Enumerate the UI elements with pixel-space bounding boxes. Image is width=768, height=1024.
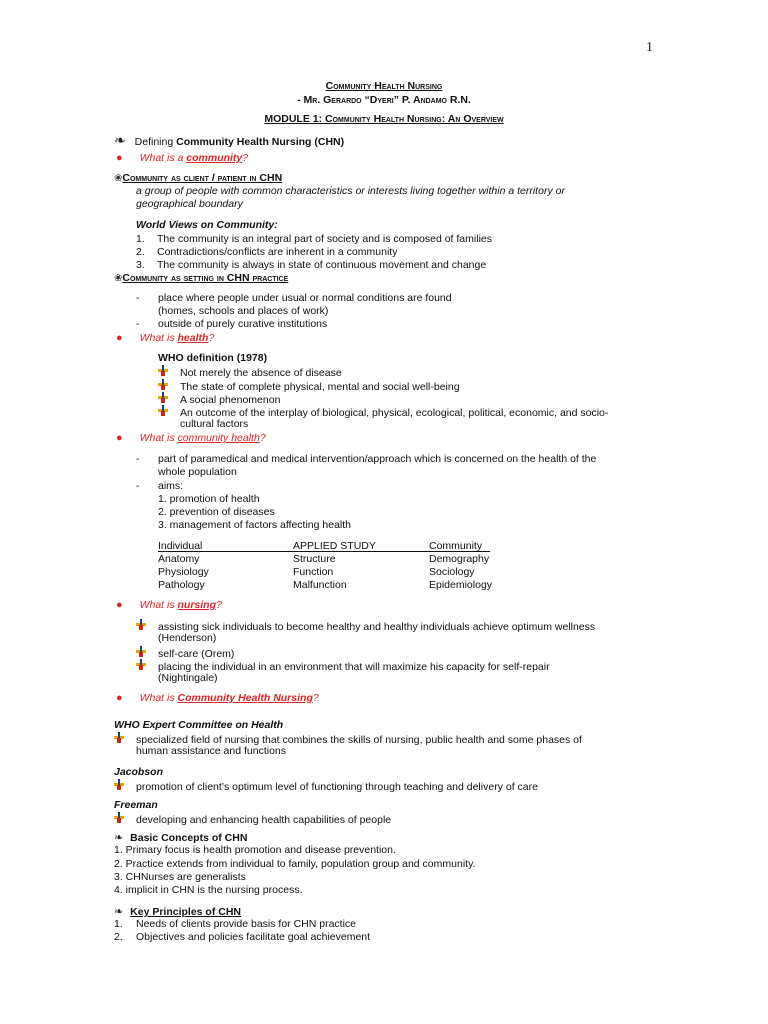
key-text-2: Objectives and policies facilitate goal achievement — [136, 931, 371, 943]
section-defining-bold: Community Health Nursing (CHN) — [176, 136, 345, 148]
key-num-2: 2. — [114, 931, 123, 943]
who-expert-1a: specialized field of nursing that combines the skills of nursing, public health and some phases of — [136, 734, 582, 746]
q-nursing-a: What is — [139, 599, 178, 611]
ch-aim-1: 1. promotion of health — [158, 493, 260, 505]
key-heading: Key Principles of CHN — [130, 906, 242, 918]
bullet-dot-icon: ● — [116, 152, 123, 164]
basic-2: 2. Practice extends from individual to family, population group and community. — [114, 858, 476, 870]
wv-num-3: 3. — [136, 259, 145, 271]
ch-aim-3: 3. management of factors affecting health — [158, 519, 352, 531]
ribbon-bullet-icon — [136, 646, 146, 657]
q-ch-c: ? — [259, 432, 266, 444]
who-expert-heading: WHO Expert Committee on Health — [114, 719, 284, 731]
q-nursing-b: nursing — [177, 599, 217, 611]
basic-1: 1. Primary focus is health promotion and disease prevention. — [114, 844, 396, 856]
client-def-line2: geographical boundary — [136, 198, 243, 210]
setting-heading-row — [114, 272, 288, 285]
who-item-text-3: A social phenomenon — [180, 394, 281, 406]
curl-ornament-icon: ❧ — [114, 905, 124, 918]
key-heading-row — [114, 905, 241, 919]
section-defining — [114, 135, 344, 149]
who-definition-heading: WHO definition (1978) — [158, 352, 268, 364]
q-ch-a: What is — [139, 432, 178, 444]
ribbon-bullet-icon — [114, 812, 124, 823]
flower-bullet-icon: ❀ — [114, 273, 123, 284]
table-header-applied-study: APPLIED STUDY — [293, 540, 376, 552]
key-2 — [114, 931, 371, 944]
document-title: Community Health Nursing — [325, 80, 443, 92]
setting-heading: Community as setting in CHN practice — [122, 272, 289, 284]
q-chn-a: What is — [139, 692, 178, 704]
table-cell: Sociology — [429, 566, 475, 578]
wv-text-1: The community is an integral part of society and is composed of families — [157, 233, 492, 245]
world-view-2 — [136, 246, 398, 259]
freeman-1: developing and enhancing health capabilities of people — [136, 814, 392, 826]
jacobson-heading: Jacobson — [114, 766, 164, 778]
q-health-a: What is — [139, 332, 178, 344]
question-health — [116, 332, 214, 345]
wv-text-3: The community is always in state of continuous movement and change — [157, 259, 487, 271]
bullet-dot-icon: ● — [116, 692, 123, 704]
nursing-3b: (Nightingale) — [158, 672, 218, 684]
question-nursing — [116, 599, 222, 612]
key-num-1: 1. — [114, 918, 123, 930]
table-cell: Anatomy — [158, 553, 200, 565]
q-ch-b: community health — [177, 432, 260, 444]
ch-aim-2: 2. prevention of diseases — [158, 506, 275, 518]
setting-1a: place where people under usual or normal conditions are found — [158, 292, 452, 304]
setting-1b: (homes, schools and places of work) — [158, 305, 329, 317]
bullet-dot-icon: ● — [116, 432, 123, 444]
ribbon-bullet-icon — [158, 405, 168, 416]
world-views-heading: World Views on Community: — [136, 219, 278, 231]
setting-2: outside of purely curative institutions — [158, 318, 328, 330]
curl-ornament-icon: ❧ — [114, 133, 126, 149]
key-1 — [114, 918, 357, 931]
client-heading: Community as client / patient in CHN — [122, 172, 283, 184]
q-health-b: health — [177, 332, 209, 344]
freeman-item — [114, 812, 391, 827]
q-community-a: What is a — [139, 152, 187, 164]
who-item-4-cont: cultural factors — [180, 418, 249, 430]
ribbon-bullet-icon — [136, 619, 146, 630]
table-cell: Structure — [293, 553, 336, 565]
nursing-1a: assisting sick individuals to become healthy and healthy individuals achieve optimum wellness — [158, 621, 596, 633]
key-text-1: Needs of clients provide basis for CHN practice — [136, 918, 357, 930]
who-item-text-1: Not merely the absence of disease — [180, 367, 342, 379]
who-item-1 — [158, 365, 342, 380]
question-community — [116, 152, 248, 165]
flower-bullet-icon: ❀ — [114, 173, 123, 184]
question-community-health — [116, 432, 266, 445]
table-cell: Epidemiology — [429, 579, 493, 591]
q-nursing-c: ? — [216, 599, 222, 611]
q-health-c: ? — [208, 332, 215, 344]
ribbon-bullet-icon — [158, 365, 168, 376]
table-cell: Function — [293, 566, 334, 578]
question-chn — [116, 692, 319, 705]
curl-ornament-icon: ❧ — [114, 831, 124, 844]
table-cell: Physiology — [158, 566, 209, 578]
basic-3: 3. CHNurses are generalists — [114, 871, 246, 883]
freeman-heading: Freeman — [114, 799, 158, 811]
setting-dash-1: - — [136, 292, 140, 304]
bullet-dot-icon: ● — [116, 599, 123, 611]
ribbon-bullet-icon — [136, 659, 146, 670]
table-cell: Malfunction — [293, 579, 347, 591]
world-view-1 — [136, 233, 492, 246]
q-chn-c: ? — [312, 692, 319, 704]
table-header-community: Community — [429, 540, 483, 552]
world-view-3 — [136, 259, 487, 272]
table-header-individual: Individual — [158, 540, 203, 552]
jacobson-item — [114, 779, 538, 794]
ch-1a: part of paramedical and medical intervention/approach which is concerned on the health of the — [158, 453, 597, 465]
q-community-c: ? — [242, 152, 249, 164]
ribbon-bullet-icon — [158, 379, 168, 390]
wv-num-1: 1. — [136, 233, 145, 245]
table-cell: Pathology — [158, 579, 205, 591]
ribbon-bullet-icon — [114, 779, 124, 790]
ribbon-bullet-icon — [158, 392, 168, 403]
bullet-dot-icon: ● — [116, 332, 123, 344]
nursing-3a: placing the individual in an environment that will maximize his capacity for self-repair — [158, 661, 550, 673]
basic-heading: Basic Concepts of CHN — [130, 832, 248, 844]
basic-heading-row — [114, 831, 247, 845]
setting-dash-2: - — [136, 318, 140, 330]
section-defining-prefix: Defining — [134, 136, 177, 148]
nursing-2: self-care (Orem) — [158, 648, 235, 660]
client-heading-row — [114, 172, 282, 185]
ribbon-bullet-icon — [114, 732, 124, 743]
who-item-text-4: An outcome of the interplay of biological, physical, ecological, political, economic, and socio- — [180, 407, 609, 419]
ch-aims: aims: — [158, 480, 184, 492]
wv-text-2: Contradictions/conflicts are inherent in a community — [157, 246, 398, 258]
client-def-line1: a group of people with common characteristics or interests living together within a territory or — [136, 185, 565, 197]
basic-4: 4. implicit in CHN is the nursing process. — [114, 884, 303, 896]
ch-1b: whole population — [158, 466, 237, 478]
module-title: MODULE 1: Community Health Nursing: An Overview — [264, 113, 504, 125]
q-community-b: community — [186, 152, 243, 164]
ch-dash-2: - — [136, 480, 140, 492]
jacobson-1: promotion of client’s optimum level of functioning through teaching and delivery of care — [136, 781, 538, 793]
wv-num-2: 2. — [136, 246, 145, 258]
q-chn-b: Community Health Nursing — [177, 692, 313, 704]
author-line: - Mr. Gerardo “Dyeri” P. Andamo R.N. — [297, 94, 471, 106]
page-number: 1 — [646, 40, 653, 55]
who-expert-1b: human assistance and functions — [136, 745, 287, 757]
who-item-text-2: The state of complete physical, mental and social well-being — [180, 381, 460, 393]
table-cell: Demography — [429, 553, 490, 565]
ch-dash-1: - — [136, 453, 140, 465]
nursing-1b: (Henderson) — [158, 632, 217, 644]
